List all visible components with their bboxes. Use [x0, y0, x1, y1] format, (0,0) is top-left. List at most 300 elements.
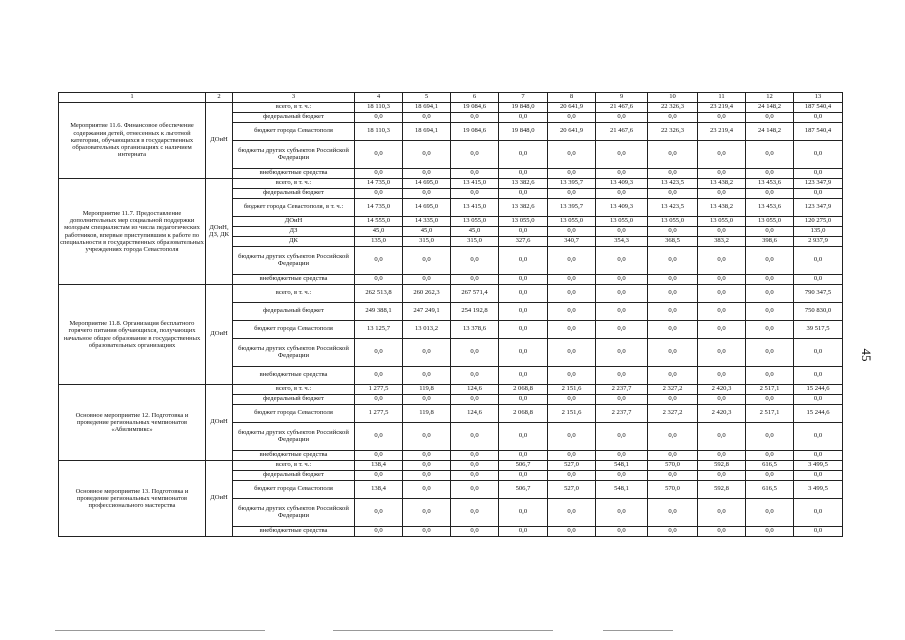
year-value: 19 848,0	[499, 103, 548, 113]
table-row	[59, 103, 843, 113]
year-value: 0,0	[698, 471, 746, 481]
executor-cell: ДОиН	[206, 385, 233, 461]
total-value: 0,0	[794, 339, 843, 367]
funding-source: бюджет города Севастополя, в т. ч.:	[233, 199, 355, 217]
year-value: 0,0	[355, 275, 403, 285]
year-value: 0,0	[648, 451, 698, 461]
year-value: 0,0	[648, 285, 698, 303]
year-value: 0,0	[403, 339, 451, 367]
year-value: 45,0	[403, 227, 451, 237]
year-value: 0,0	[403, 423, 451, 451]
funding-source: бюджеты других субъектов Российской Федерации	[233, 499, 355, 527]
year-value: 0,0	[698, 141, 746, 169]
total-value: 790 347,5	[794, 285, 843, 303]
year-value: 0,0	[548, 471, 596, 481]
funding-source: ДК	[233, 237, 355, 247]
total-value: 0,0	[794, 471, 843, 481]
total-value: 0,0	[794, 499, 843, 527]
year-value: 260 262,3	[403, 285, 451, 303]
year-value: 13 415,0	[451, 199, 499, 217]
year-value: 0,0	[499, 113, 548, 123]
executor-cell: ДОиН, ДЗ, ДК	[206, 179, 233, 285]
year-value: 13 438,2	[698, 179, 746, 189]
year-value: 138,4	[355, 481, 403, 499]
year-value: 0,0	[648, 113, 698, 123]
year-value: 0,0	[451, 339, 499, 367]
year-value: 13 055,0	[451, 217, 499, 227]
header-cell: 6	[451, 93, 499, 103]
year-value: 616,5	[746, 481, 794, 499]
year-value: 0,0	[548, 189, 596, 199]
total-value: 0,0	[794, 169, 843, 179]
year-value: 0,0	[698, 339, 746, 367]
year-value: 0,0	[355, 471, 403, 481]
year-value: 0,0	[548, 367, 596, 385]
year-value: 0,0	[648, 169, 698, 179]
year-value: 0,0	[355, 395, 403, 405]
year-value: 0,0	[499, 285, 548, 303]
year-value: 0,0	[698, 321, 746, 339]
funding-source: внебюджетные средства	[233, 527, 355, 537]
year-value: 0,0	[403, 499, 451, 527]
year-value: 0,0	[499, 471, 548, 481]
year-value: 315,0	[403, 237, 451, 247]
year-value: 0,0	[746, 339, 794, 367]
year-value: 570,0	[648, 461, 698, 471]
year-value: 1 277,5	[355, 405, 403, 423]
year-value: 592,8	[698, 461, 746, 471]
year-value: 19 848,0	[499, 123, 548, 141]
year-value: 13 382,6	[499, 179, 548, 189]
total-value: 0,0	[794, 247, 843, 275]
year-value: 0,0	[596, 169, 648, 179]
year-value: 0,0	[746, 227, 794, 237]
year-value: 20 641,9	[548, 123, 596, 141]
year-value: 0,0	[451, 113, 499, 123]
year-value: 0,0	[648, 303, 698, 321]
year-value: 0,0	[596, 339, 648, 367]
total-value: 0,0	[794, 113, 843, 123]
year-value: 0,0	[451, 423, 499, 451]
year-value: 0,0	[648, 189, 698, 199]
header-cell: 5	[403, 93, 451, 103]
year-value: 124,6	[451, 405, 499, 423]
year-value: 0,0	[403, 113, 451, 123]
funding-source: внебюджетные средства	[233, 169, 355, 179]
year-value: 0,0	[355, 113, 403, 123]
year-value: 506,7	[499, 481, 548, 499]
year-value: 0,0	[403, 141, 451, 169]
year-value: 0,0	[355, 169, 403, 179]
year-value: 124,6	[451, 385, 499, 395]
measure-title: Мероприятие 11.7. Предоставление дополнительных мер социальной поддержки молодым специалистам из числа педагогических работников, впервые приступившим к работе по специальности в государственных образовательных учреждениях города Севастополя	[59, 179, 206, 285]
funding-source: федеральный бюджет	[233, 113, 355, 123]
year-value: 0,0	[499, 141, 548, 169]
year-value: 0,0	[746, 285, 794, 303]
year-value: 527,0	[548, 481, 596, 499]
header-cell: 13	[794, 93, 843, 103]
year-value: 0,0	[698, 499, 746, 527]
year-value: 0,0	[698, 275, 746, 285]
year-value: 0,0	[403, 527, 451, 537]
year-value: 13 415,0	[451, 179, 499, 189]
year-value: 13 055,0	[499, 217, 548, 227]
year-value: 527,0	[548, 461, 596, 471]
year-value: 0,0	[596, 423, 648, 451]
table-row	[59, 285, 843, 303]
year-value: 18 694,1	[403, 103, 451, 113]
year-value: 13 055,0	[596, 217, 648, 227]
year-value: 0,0	[746, 247, 794, 275]
year-value: 24 148,2	[746, 103, 794, 113]
year-value: 13 395,7	[548, 179, 596, 189]
year-value: 0,0	[746, 451, 794, 461]
year-value: 119,8	[403, 385, 451, 395]
year-value: 0,0	[451, 247, 499, 275]
year-value: 249 388,1	[355, 303, 403, 321]
year-value: 0,0	[648, 499, 698, 527]
year-value: 13 125,7	[355, 321, 403, 339]
year-value: 0,0	[596, 527, 648, 537]
year-value: 254 192,8	[451, 303, 499, 321]
year-value: 0,0	[451, 395, 499, 405]
total-value: 0,0	[794, 141, 843, 169]
year-value: 0,0	[355, 423, 403, 451]
year-value: 13 395,7	[548, 199, 596, 217]
year-value: 0,0	[698, 451, 746, 461]
header-cell: 7	[499, 93, 548, 103]
year-value: 0,0	[355, 141, 403, 169]
year-value: 0,0	[499, 527, 548, 537]
footer-rule-center	[333, 630, 553, 631]
year-value: 0,0	[355, 189, 403, 199]
year-value: 0,0	[403, 367, 451, 385]
funding-source: бюджет города Севастополя	[233, 123, 355, 141]
year-value: 0,0	[548, 141, 596, 169]
year-value: 22 326,3	[648, 123, 698, 141]
year-value: 0,0	[548, 169, 596, 179]
year-value: 13 055,0	[548, 217, 596, 227]
year-value: 0,0	[698, 169, 746, 179]
year-value: 119,8	[403, 405, 451, 423]
year-value: 0,0	[596, 395, 648, 405]
funding-source: федеральный бюджет	[233, 303, 355, 321]
total-value: 0,0	[794, 189, 843, 199]
header-row	[59, 93, 843, 103]
year-value: 0,0	[648, 275, 698, 285]
year-value: 0,0	[548, 113, 596, 123]
funding-source: всего, в т. ч.:	[233, 385, 355, 395]
year-value: 0,0	[746, 169, 794, 179]
total-value: 123 347,9	[794, 199, 843, 217]
year-value: 13 409,3	[596, 199, 648, 217]
funding-source: ДЗ	[233, 227, 355, 237]
year-value: 0,0	[355, 499, 403, 527]
year-value: 0,0	[746, 527, 794, 537]
year-value: 267 571,4	[451, 285, 499, 303]
year-value: 13 055,0	[648, 217, 698, 227]
year-value: 0,0	[548, 275, 596, 285]
year-value: 24 148,2	[746, 123, 794, 141]
table-row	[59, 385, 843, 395]
funding-source: внебюджетные средства	[233, 275, 355, 285]
year-value: 0,0	[499, 395, 548, 405]
year-value: 0,0	[648, 141, 698, 169]
funding-source: бюджет города Севастополя	[233, 405, 355, 423]
year-value: 2 151,6	[548, 405, 596, 423]
year-value: 0,0	[499, 247, 548, 275]
year-value: 0,0	[499, 321, 548, 339]
measure-title: Мероприятие 11.6. Финансовое обеспечение содержания детей, отнесенных к льготной категории, обучающихся в государственных образовательных организациях с наличием интерната	[59, 103, 206, 179]
year-value: 0,0	[499, 367, 548, 385]
header-cell: 2	[206, 93, 233, 103]
year-value: 14 695,0	[403, 199, 451, 217]
year-value: 0,0	[596, 285, 648, 303]
year-value: 0,0	[596, 471, 648, 481]
year-value: 0,0	[698, 227, 746, 237]
total-value: 750 830,0	[794, 303, 843, 321]
year-value: 0,0	[746, 275, 794, 285]
year-value: 0,0	[355, 367, 403, 385]
year-value: 0,0	[451, 189, 499, 199]
year-value: 0,0	[746, 141, 794, 169]
year-value: 13 055,0	[698, 217, 746, 227]
funding-source: бюджеты других субъектов Российской Федерации	[233, 247, 355, 275]
year-value: 14 695,0	[403, 179, 451, 189]
funding-source: бюджет города Севастополя	[233, 481, 355, 499]
year-value: 548,1	[596, 481, 648, 499]
year-value: 0,0	[596, 227, 648, 237]
year-value: 18 110,3	[355, 123, 403, 141]
funding-source: федеральный бюджет	[233, 395, 355, 405]
total-value: 2 937,9	[794, 237, 843, 247]
year-value: 45,0	[451, 227, 499, 237]
year-value: 0,0	[698, 395, 746, 405]
funding-source: федеральный бюджет	[233, 189, 355, 199]
year-value: 0,0	[403, 451, 451, 461]
year-value: 2 517,1	[746, 385, 794, 395]
year-value: 616,5	[746, 461, 794, 471]
year-value: 1 277,5	[355, 385, 403, 395]
year-value: 0,0	[648, 423, 698, 451]
year-value: 2 327,2	[648, 405, 698, 423]
year-value: 0,0	[648, 247, 698, 275]
year-value: 0,0	[451, 367, 499, 385]
year-value: 0,0	[451, 451, 499, 461]
year-value: 383,2	[698, 237, 746, 247]
header-cell: 8	[548, 93, 596, 103]
year-value: 0,0	[403, 461, 451, 471]
year-value: 0,0	[698, 423, 746, 451]
year-value: 0,0	[746, 189, 794, 199]
total-value: 3 499,5	[794, 481, 843, 499]
year-value: 0,0	[499, 451, 548, 461]
year-value: 18 694,1	[403, 123, 451, 141]
total-value: 187 540,4	[794, 123, 843, 141]
year-value: 0,0	[746, 367, 794, 385]
year-value: 0,0	[698, 247, 746, 275]
year-value: 0,0	[499, 499, 548, 527]
year-value: 23 219,4	[698, 103, 746, 113]
year-value: 592,8	[698, 481, 746, 499]
funding-source: всего, в т. ч.:	[233, 179, 355, 189]
year-value: 506,7	[499, 461, 548, 471]
year-value: 13 423,5	[648, 199, 698, 217]
year-value: 0,0	[403, 471, 451, 481]
year-value: 22 326,3	[648, 103, 698, 113]
total-value: 15 244,6	[794, 405, 843, 423]
year-value: 13 382,6	[499, 199, 548, 217]
table-row	[59, 179, 843, 189]
measure-title: Основное мероприятие 12. Подготовка и проведение региональных чемпионатов «Абилимпикс»	[59, 385, 206, 461]
year-value: 13 453,6	[746, 199, 794, 217]
year-value: 0,0	[698, 527, 746, 537]
year-value: 0,0	[648, 227, 698, 237]
year-value: 0,0	[548, 285, 596, 303]
year-value: 0,0	[403, 169, 451, 179]
footer-rule-left	[55, 630, 265, 631]
year-value: 0,0	[548, 451, 596, 461]
measure-title: Мероприятие 11.8. Организация бесплатного горячего питания обучающихся, получающих начальное общее образование в государственных образовательных организациях	[59, 285, 206, 385]
total-value: 3 499,5	[794, 461, 843, 471]
year-value: 2 420,3	[698, 385, 746, 395]
year-value: 14 555,0	[355, 217, 403, 227]
year-value: 0,0	[648, 471, 698, 481]
funding-source: бюджеты других субъектов Российской Федерации	[233, 141, 355, 169]
year-value: 0,0	[698, 367, 746, 385]
year-value: 398,6	[746, 237, 794, 247]
year-value: 14 735,0	[355, 199, 403, 217]
year-value: 45,0	[355, 227, 403, 237]
year-value: 0,0	[451, 499, 499, 527]
year-value: 0,0	[746, 303, 794, 321]
total-value: 39 517,5	[794, 321, 843, 339]
funding-source: бюджеты других субъектов Российской Федерации	[233, 339, 355, 367]
year-value: 548,1	[596, 461, 648, 471]
year-value: 0,0	[698, 113, 746, 123]
year-value: 0,0	[451, 461, 499, 471]
year-value: 0,0	[548, 321, 596, 339]
funding-source: бюджеты других субъектов Российской Федерации	[233, 423, 355, 451]
year-value: 0,0	[596, 113, 648, 123]
year-value: 0,0	[451, 275, 499, 285]
year-value: 0,0	[648, 527, 698, 537]
header-cell: 1	[59, 93, 206, 103]
year-value: 340,7	[548, 237, 596, 247]
year-value: 0,0	[746, 471, 794, 481]
year-value: 247 249,1	[403, 303, 451, 321]
year-value: 0,0	[596, 367, 648, 385]
year-value: 0,0	[698, 285, 746, 303]
year-value: 0,0	[548, 247, 596, 275]
year-value: 2 327,2	[648, 385, 698, 395]
year-value: 262 513,8	[355, 285, 403, 303]
year-value: 0,0	[403, 275, 451, 285]
year-value: 0,0	[451, 141, 499, 169]
year-value: 138,4	[355, 461, 403, 471]
total-value: 120 275,0	[794, 217, 843, 227]
year-value: 13 423,5	[648, 179, 698, 189]
year-value: 0,0	[596, 141, 648, 169]
year-value: 0,0	[499, 189, 548, 199]
year-value: 0,0	[451, 471, 499, 481]
year-value: 327,6	[499, 237, 548, 247]
year-value: 21 467,6	[596, 103, 648, 113]
year-value: 0,0	[499, 169, 548, 179]
year-value: 0,0	[746, 321, 794, 339]
funding-source: всего, в т. ч.:	[233, 285, 355, 303]
year-value: 0,0	[648, 367, 698, 385]
total-value: 0,0	[794, 275, 843, 285]
funding-source: ДОиН	[233, 217, 355, 227]
header-cell: 11	[698, 93, 746, 103]
year-value: 0,0	[596, 499, 648, 527]
total-value: 0,0	[794, 423, 843, 451]
year-value: 0,0	[451, 527, 499, 537]
total-value: 135,0	[794, 227, 843, 237]
year-value: 0,0	[596, 247, 648, 275]
year-value: 20 641,9	[548, 103, 596, 113]
year-value: 0,0	[355, 247, 403, 275]
year-value: 0,0	[746, 499, 794, 527]
year-value: 570,0	[648, 481, 698, 499]
budget-table	[58, 92, 843, 537]
year-value: 2 237,7	[596, 405, 648, 423]
header-cell: 4	[355, 93, 403, 103]
funding-source: всего, в т. ч.:	[233, 103, 355, 113]
total-value: 0,0	[794, 451, 843, 461]
year-value: 0,0	[403, 247, 451, 275]
year-value: 0,0	[596, 303, 648, 321]
total-value: 187 540,4	[794, 103, 843, 113]
year-value: 0,0	[548, 499, 596, 527]
year-value: 21 467,6	[596, 123, 648, 141]
year-value: 0,0	[548, 339, 596, 367]
year-value: 0,0	[548, 395, 596, 405]
year-value: 0,0	[698, 189, 746, 199]
header-cell: 10	[648, 93, 698, 103]
year-value: 0,0	[499, 275, 548, 285]
year-value: 0,0	[499, 339, 548, 367]
year-value: 0,0	[596, 275, 648, 285]
measure-title: Основное мероприятие 13. Подготовка и проведение региональных чемпионатов профессионального мастерства	[59, 461, 206, 537]
total-value: 0,0	[794, 367, 843, 385]
total-value: 0,0	[794, 395, 843, 405]
year-value: 0,0	[403, 189, 451, 199]
year-value: 2 237,7	[596, 385, 648, 395]
year-value: 0,0	[403, 481, 451, 499]
year-value: 0,0	[648, 395, 698, 405]
funding-source: бюджет города Севастополя	[233, 321, 355, 339]
year-value: 354,3	[596, 237, 648, 247]
year-value: 0,0	[548, 423, 596, 451]
year-value: 0,0	[746, 423, 794, 451]
year-value: 0,0	[596, 321, 648, 339]
year-value: 0,0	[451, 169, 499, 179]
year-value: 0,0	[746, 113, 794, 123]
executor-cell: ДОиН	[206, 103, 233, 179]
year-value: 0,0	[499, 303, 548, 321]
year-value: 13 438,2	[698, 199, 746, 217]
header-cell: 3	[233, 93, 355, 103]
year-value: 0,0	[596, 189, 648, 199]
year-value: 19 084,6	[451, 103, 499, 113]
year-value: 135,0	[355, 237, 403, 247]
year-value: 23 219,4	[698, 123, 746, 141]
funding-source: федеральный бюджет	[233, 471, 355, 481]
year-value: 0,0	[648, 321, 698, 339]
year-value: 2 068,8	[499, 385, 548, 395]
